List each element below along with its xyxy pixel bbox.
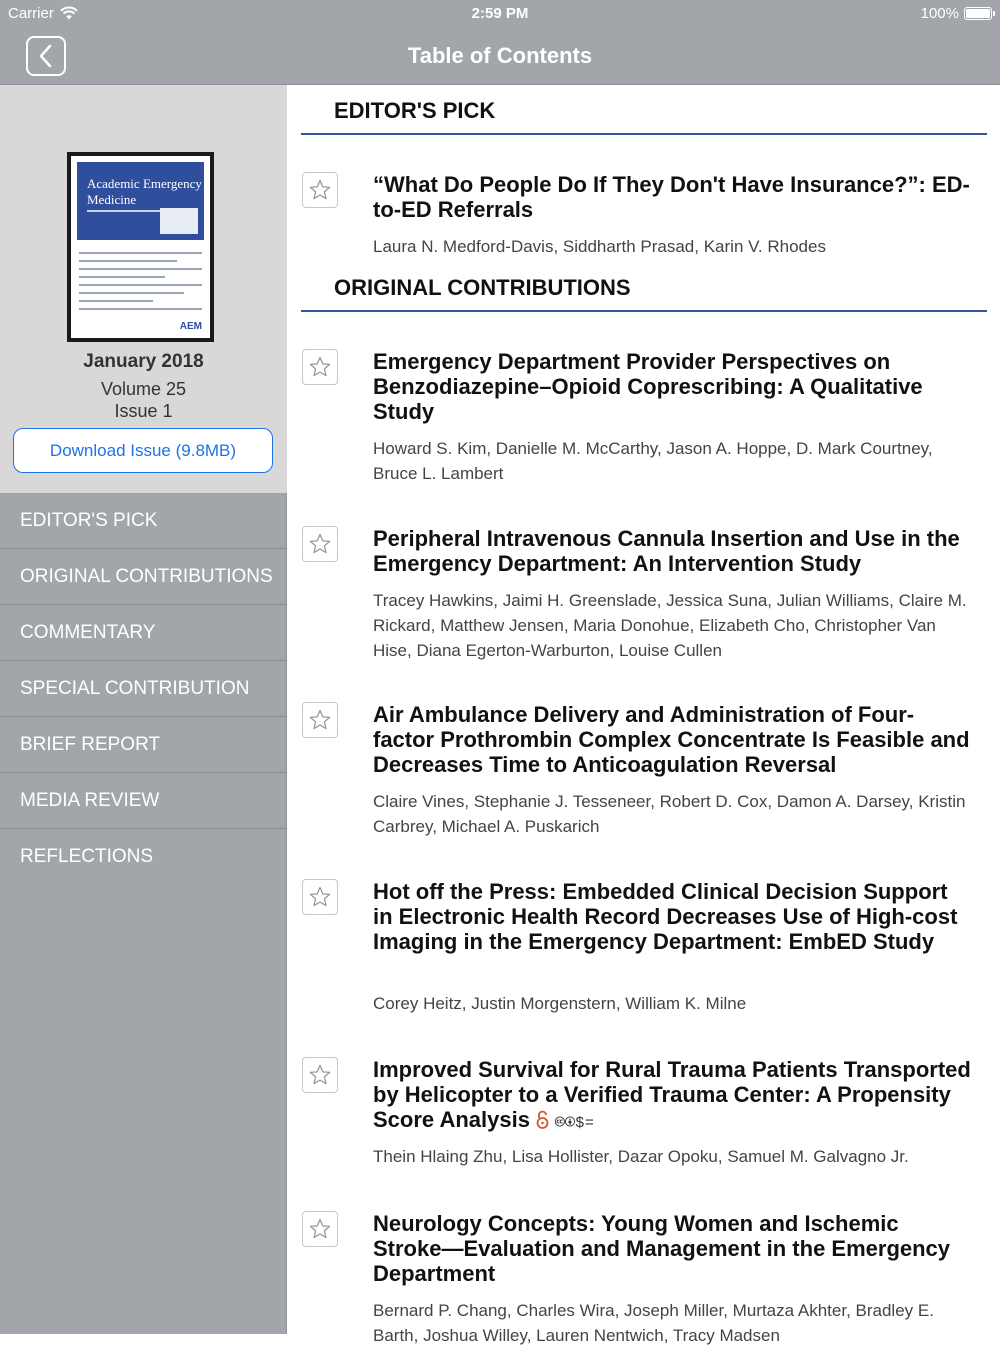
navigation-bar (0, 28, 1000, 85)
favorite-button[interactable] (302, 1211, 338, 1247)
favorite-button[interactable] (302, 349, 338, 385)
article-authors: Corey Heitz, Justin Morgenstern, William K. Milne (373, 994, 747, 1013)
table-of-contents (288, 85, 1000, 1345)
issue-date: January 2018 (83, 351, 204, 372)
star-icon (308, 355, 332, 379)
favorite-button[interactable] (302, 172, 338, 208)
section-nav-original-contributions[interactable]: ORIGINAL CONTRIBUTIONS (0, 549, 287, 605)
battery-status (921, 5, 992, 22)
star-icon (308, 1063, 332, 1087)
article-title[interactable]: “What Do People Do If They Don't Have Insurance?”: ED-to-ED Referrals (373, 172, 970, 222)
battery-icon (964, 7, 992, 20)
section-nav-special-contribution[interactable]: SPECIAL CONTRIBUTION (0, 661, 287, 717)
cover-journal-title: Academic Emergency Medicine (87, 176, 202, 207)
issue-number: Issue 1 (114, 401, 173, 421)
article-authors: Howard S. Kim, Danielle M. McCarthy, Jason A. Hoppe, D. Mark Courtney, Bruce L. Lambert (373, 439, 933, 483)
section-nav-commentary[interactable]: COMMENTARY (0, 605, 287, 661)
favorite-button[interactable] (302, 526, 338, 562)
open-lock-icon (536, 1110, 549, 1129)
article-title[interactable] (373, 1057, 973, 1135)
issue-cover-image[interactable] (67, 152, 214, 342)
favorite-button[interactable] (302, 879, 338, 915)
page-title: Table of Contents (407, 43, 593, 68)
status-bar (0, 0, 1000, 28)
article-title[interactable]: Emergency Department Provider Perspectives on Benzodiazepine–Opioid Coprescribing: A Qualitative Study (373, 349, 923, 424)
section-nav-reflections[interactable]: REFLECTIONS (20, 846, 154, 867)
section-nav-editors-pick[interactable]: EDITOR'S PICK (0, 493, 287, 549)
clock: 2:59 PM (471, 5, 529, 22)
section-header-original-contributions: ORIGINAL CONTRIBUTIONS (301, 266, 987, 312)
license-badges: 🅭🅯$= (555, 1114, 595, 1131)
section-header-editors-pick: EDITOR'S PICK (301, 89, 987, 135)
article-authors: Thein Hlaing Zhu, Lisa Hollister, Dazar Opoku, Samuel M. Galvagno Jr. (373, 1147, 909, 1166)
favorite-button[interactable] (302, 702, 338, 738)
section-nav-media-review[interactable]: MEDIA REVIEW (0, 773, 287, 829)
carrier-label: Carrier (8, 5, 54, 22)
sidebar (0, 85, 287, 1334)
favorite-button[interactable] (302, 1057, 338, 1093)
article-title[interactable]: Peripheral Intravenous Cannula Insertion and Use in the Emergency Department: An Intervention Study (373, 526, 960, 576)
star-icon (308, 885, 332, 909)
article-title[interactable]: Air Ambulance Delivery and Administration of Four-factor Prothrombin Complex Concentrate Is Feasible and Decreases Time to Anticoagulation Reversal (373, 702, 970, 777)
article-authors: Bernard P. Chang, Charles Wira, Joseph Miller, Murtaza Akhter, Bradley E. Barth, Joshua Willey, Lauren Nentwich, Tracy Madsen (373, 1301, 934, 1345)
article-authors: Tracey Hawkins, Jaimi H. Greenslade, Jessica Suna, Julian Williams, Claire M. Rickard, Matthew Jensen, Maria Donohue, Elizabeth Cho, Christopher Van Hise, Diana Egerton-Warburton, Louise Cullen (373, 591, 967, 660)
download-issue-button[interactable]: Download Issue (9.8MB) (13, 428, 273, 473)
battery-percent: 100% (920, 5, 959, 22)
cover-logo: AEM (179, 321, 202, 332)
issue-panel (0, 85, 287, 493)
star-icon (308, 532, 332, 556)
article-authors: Claire Vines, Stephanie J. Tesseneer, Robert D. Cox, Damon A. Darsey, Kristin Carbrey, Michael A. Puskarich (373, 792, 966, 836)
section-nav-list (0, 493, 287, 885)
article-title[interactable]: Hot off the Press: Embedded Clinical Decision Support in Electronic Health Record Decreases Use of High-cost Imaging in the Emergency Department: EmbED Study (373, 879, 958, 954)
article-title-text: Improved Survival for Rural Trauma Patients Transported by Helicopter to a Verified Trauma Center: A Propensity Score Analysis (373, 1057, 971, 1132)
star-icon (308, 708, 332, 732)
section-nav-brief-report[interactable]: BRIEF REPORT (0, 717, 287, 773)
issue-volume: Volume 25 (100, 379, 187, 399)
article-authors: Laura N. Medford-Davis, Siddharth Prasad, Karin V. Rhodes (373, 237, 826, 256)
article-title[interactable]: Neurology Concepts: Young Women and Ischemic Stroke—Evaluation and Management in the Emergency Department (373, 1211, 951, 1286)
star-icon (308, 1217, 332, 1241)
star-icon (308, 178, 332, 202)
